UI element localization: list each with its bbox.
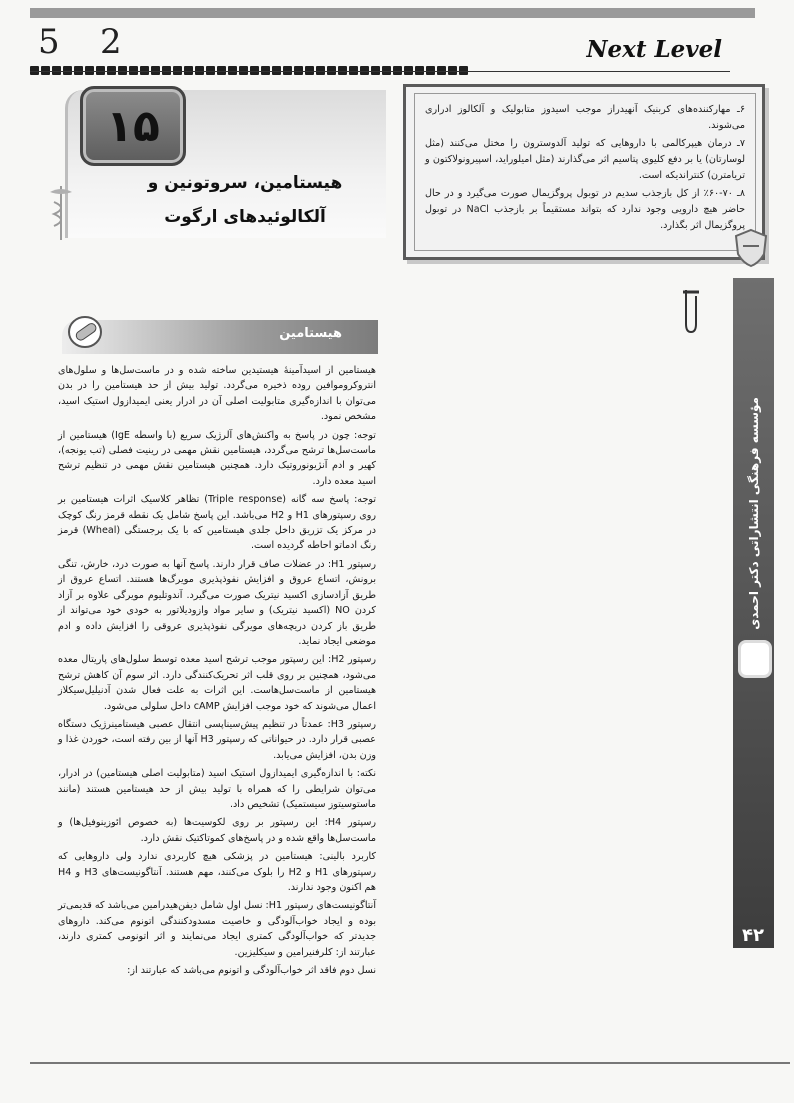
page-number: ۴۲ (742, 925, 764, 946)
body-paragraph: رسپتور H4: این رسپتور بر روی لکوسیت‌ها (به خصوص ائوزینوفیل‌ها) و ماست‌سل‌ها واقع شده و در پاسخ‌های کموتاکتیک نقش دارد. (58, 817, 376, 844)
paperclip-icon (682, 288, 700, 334)
body-paragraph: نسل دوم فاقد اثر خواب‌آلودگی و اتونوم می‌باشد که عبارتند از: (127, 965, 376, 977)
body-paragraph: کاربرد بالینی: هیستامین در پزشکی هیچ کاربردی ندارد ولی داروهایی که رسپتورهای H1 و H2 را بلوک می‌کنند، مهم هستند. آنتاگونیست‌های H3 و H4 هم اکنون وجود ندارند. (58, 851, 377, 893)
body-paragraph: رسپتور H2: این رسپتور موجب ترشح اسید معده توسط سلول‌های پاریتال معده می‌شود، همچنین بر روی قلب اثر تحریک‌کنندگی دارد. اثر سوم آن کاهش ترشح هیستامین از ماست‌سل‌هاست. این اثرات به علت فعال شدن آدنیلیل‌سیکلاز اعمال می‌شوند که خود موجب افزایش cAMP داخل سلولی می‌شود. (58, 654, 376, 712)
body-paragraph: رسپتور H3: عمدتاً در تنظیم پیش‌سیناپسی انتقال عصبی هیستامینرژیک دستگاه عصبی قرار دارد. در حیواناتی که رسپتور H3 آنها از بین رفته است، خوردن غذا و وزن بدن، افزایش می‌یابد. (58, 718, 377, 761)
handwritten-mark-left: 5 (38, 22, 60, 62)
summary-item: ۸ـ ۷۰-۶۰٪ از کل بازجذب سدیم در توبول پروگزیمال صورت می‌گیرد و در حال حاضر هیچ دارویی وجود ندارد که بتواند مستقیماً بر بازجذب NaCl در توبول پروگزیمال اثر بگذارد. (425, 188, 745, 231)
handwritten-mark-right: 2 (100, 22, 122, 62)
header-dot-rule (30, 66, 730, 77)
chapter-title (110, 166, 380, 234)
chapter-number-badge: ۱۵ (80, 86, 186, 166)
body-paragraph: رسپتور H1: در عضلات صاف قرار دارند. پاسخ آنها به صورت درد، خارش، تنگی برونش، اتساع عروق و افزایش نفوذپذیری مویرگ‌ها هستند. اتساع عروق از طریق آزادسازی اکسید نیتریک صورت می‌گیرد. آندوتلیوم مویرگی علاوه بر آزاد کردن NO (اکسید نیتریک) و سایر مواد وازودیلاتور به خودی خود می‌تواند از طریق باز کردن دریچه‌های مویرگی نفوذپذیری عروقی را افزایش داده و ادم موضعی ایجاد نماید. (58, 558, 376, 647)
top-gray-bar (30, 8, 755, 18)
publisher-name: مؤسسه فرهنگی انتشاراتی دکتر احمدی (746, 396, 761, 630)
shield-icon (733, 228, 769, 268)
chapter-title-line1: هیستامین، سروتونین و (147, 173, 343, 193)
side-tab-icon (738, 640, 772, 678)
body-paragraph: نکته: با اندازه‌گیری ایمیدازول استیک اسید (متابولیت اصلی هیستامین) در ادرار، می‌توان شرایطی را که همراه با تولید بیش از حد هیستامین هستند (مانند ماستوسیتوز سیستمیک) تشخیص داد. (58, 768, 376, 810)
summary-item: ۷ـ درمان هیپرکالمی با داروهایی که تولید آلدوسترون را مختل می‌کنند (مثل لوسارتان) یا بر دفع کلیوی پتاسیم اثر می‌گذارند (مثل امیلوراید، اسپیرونولاکتون و تریامترن) کنتراندیکه است. (425, 138, 745, 181)
section-title: هیستامین (279, 326, 342, 341)
body-paragraph: توجه: چون در پاسخ به واکنش‌های آلرژیک سریع (با واسطه IgE) هیستامین از ماست‌سل‌ها ترشح می‌گردد، هیستامین نقش مهمی در رینیت فصلی (تب یونجه)، کهیر و ادم آنژیونوروتیک دارد. همچنین هیستامین نقش مهمی در تنظیم ترشح اسید معده دارد. (58, 429, 376, 487)
bottom-rule (30, 1062, 790, 1064)
body-paragraph: هیستامین از اسیدآمینهٔ هیستیدین ساخته شده و در ماست‌سل‌ها و سلول‌های انتروکروموافین روده ذخیره می‌گردد. تولید بیش از حد هیستامین را در بدن می‌توان با اندازه‌گیری متابولیت اصلی آن در ادرار یعنی ایمیدازول استیک اسید، مشخص نمود. (58, 365, 376, 423)
summary-item: ۶ـ مهارکننده‌های کربنیک آنهیدراز موجب اسیدوز متابولیک و آلکالوز ادراری می‌شوند. (425, 104, 745, 131)
summary-box (403, 84, 765, 260)
body-paragraph: توجه: پاسخ سه گانه (Triple response) تظاهر کلاسیک اثرات هیستامین بر روی رسپتورهای H1 و H2 می‌باشد. این پاسخ شامل یک نقطه قرمز رنگ کوچک در مرکز یک تزریق داخل جلدی هیستامین که با یک برجستگی (Wheal) قرمز رنگ ادماتو احاطه گردیده است. (58, 494, 377, 552)
section-header (62, 320, 378, 354)
chapter-title-line2: آلکالوئیدهای ارگوت (164, 207, 326, 227)
section-body (58, 363, 376, 1063)
body-paragraph: آنتاگونیست‌های رسپتور H1: نسل اول شامل دیفن‌هیدرامین می‌باشد که قدیمی‌تر بوده و ایجاد خواب‌آلودگی و خاصیت مسدودکنندگی اتونوم می‌کند. داروهای جدیدتر که خواب‌آلودگی کمتری ایجاد می‌نمایند و اثر اتونومی کمتری دارند، عبارتند از: کلرفنیرامین و سیکلیزین. (58, 900, 376, 958)
header-title: Next Level (586, 36, 722, 63)
caduceus-icon (48, 182, 74, 242)
pill-icon (66, 314, 104, 350)
